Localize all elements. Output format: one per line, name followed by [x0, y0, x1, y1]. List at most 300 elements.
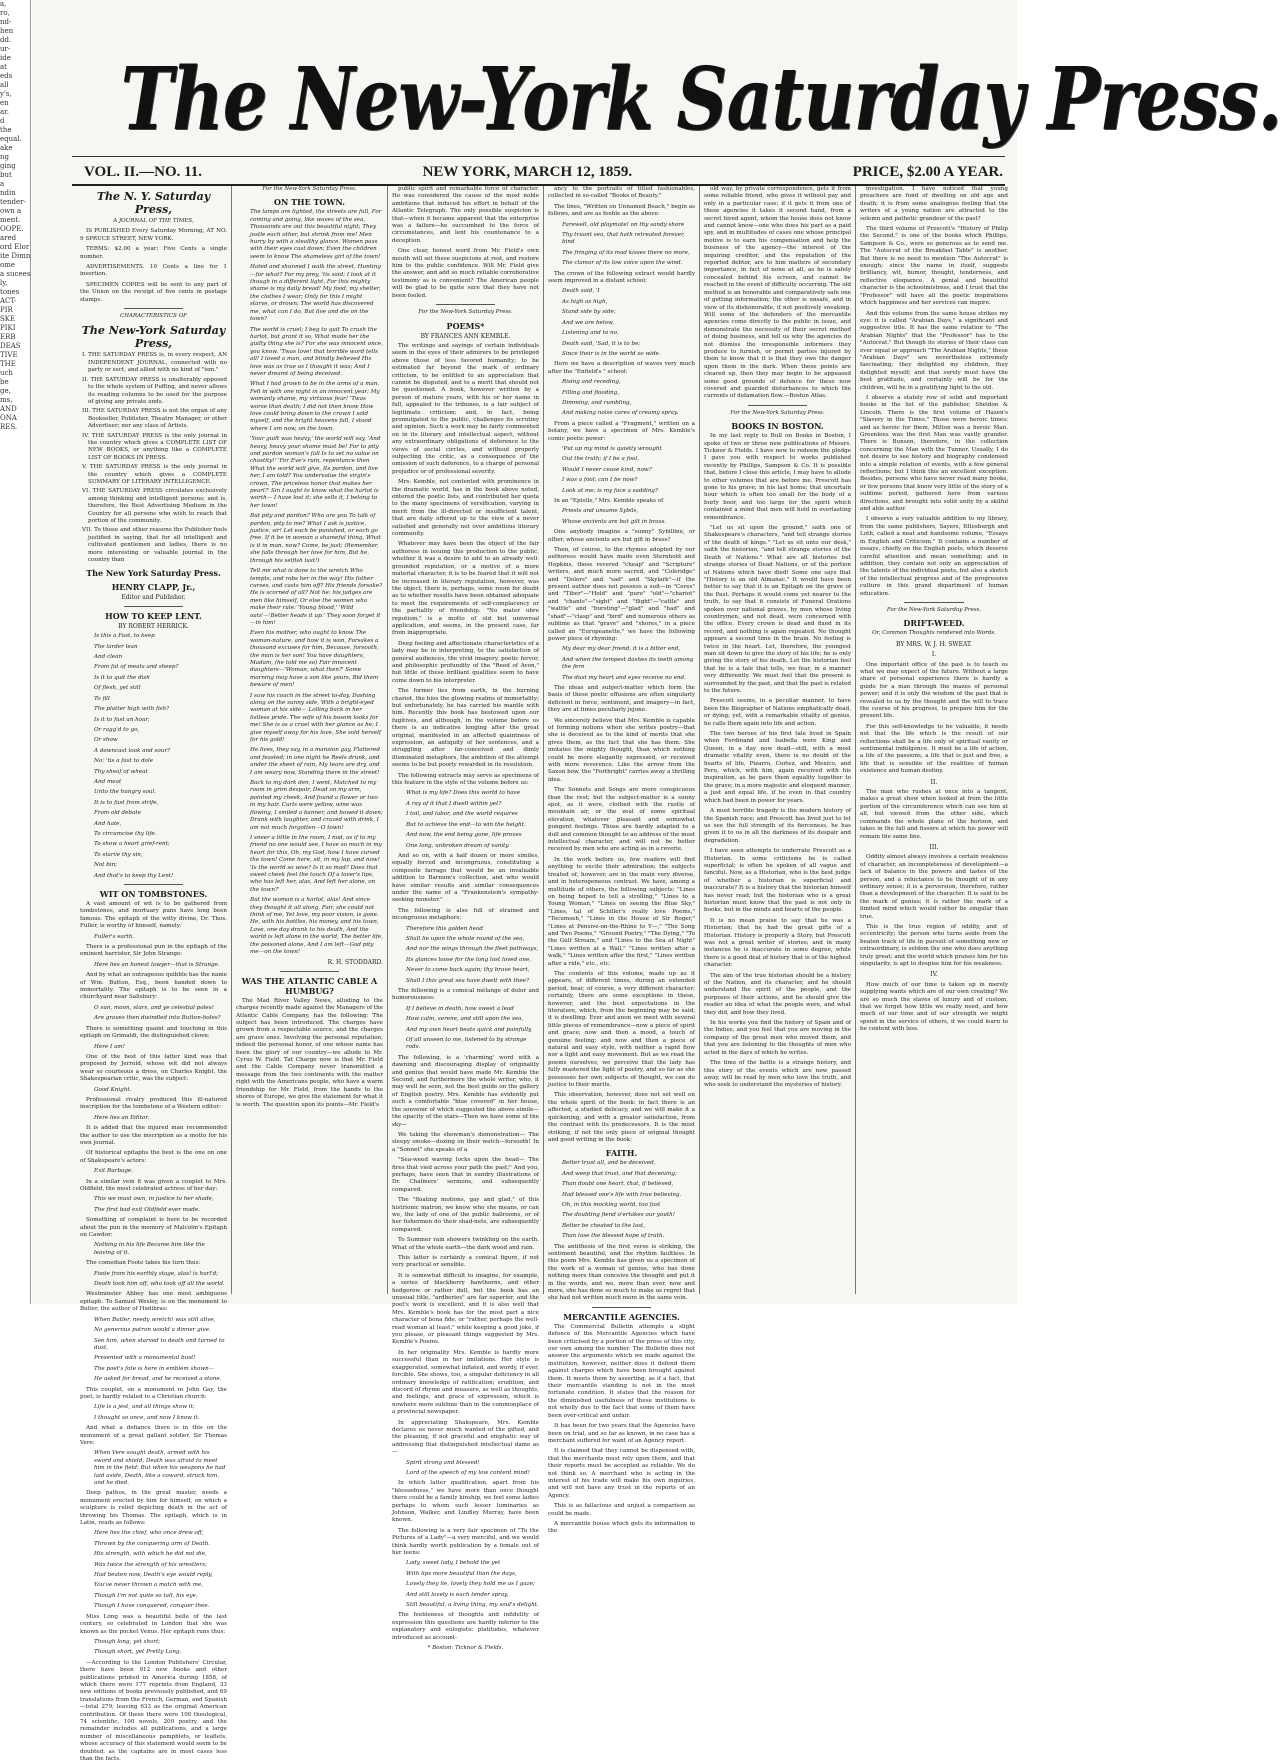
article-author: BY MRS. W. J. H. SWEAT.	[896, 640, 972, 648]
review-paragraph: The feebleness of thoughts and infidelity of expression this questions are hardly inferior to the explanatory and eulogistic platitudes, whatever introduced as account-	[392, 1612, 539, 1641]
characteristic-item: I. THE SATURDAY PRESS is, in every respect, AN INDEPENDENT JOURNAL, connected with no party or sect, and allied with no kind of "ism."	[82, 352, 227, 374]
poem-line: No: 'tis a fast to dole	[94, 758, 154, 765]
paragraph: A vast amount of wit is to be gathered from tombstones, and mortuary puns have long been famous. The epitaph of the witty divine, Dr. Thos. Fuller, is worthy of himself, namely:	[80, 901, 227, 930]
article-paragraph: I have seen attempts to underrate Prescott as a Historian. In some criticisms he is called superficial; is often he spoken of all vague and fanciful. Now, as a Historian, who is the best judge of whether a historian is superficial and inaccurate? It is a history that the historian himself has never read; but the historian who is a great historian must know that the past is not only in books, but in the minds and hearts of the people.	[704, 848, 851, 914]
column-6	[856, 186, 1012, 1294]
article-paragraph: A most terrible tragedy is the modern history of the Spanish race; and Prescott has lived just to let us see the full strength of its fierceness, he has given it to us in all the darkness of its despair and degradation.	[704, 808, 851, 844]
paragraph: Westminster Abbey has one most ambiguous epitaph. To Samuel Wesley, is on the monument to Butler, the author of Hudibras:	[80, 1291, 227, 1313]
review-paragraph: We taking the showman's demonstration— The sleepy smoke—dozing on their watch—forsooth! In a "Sonnet" she speaks of a	[392, 1131, 539, 1153]
extract-line: Shall lie upon the whole round of the sea,	[406, 935, 525, 942]
extract	[548, 646, 695, 682]
paragraph: The Sonnets and Songs are more conspicuous than the rest; but the subject-matter is a sunny spot, as it were, clothed with the rustle of mountain air, or the zeal of some spiritual elevation, whatever pleasant and somewhat pungent feelings. Those are hardly adapted to a dull and common thought to an address of the most intellectual character, and will not be better received by men who are acting as in a reverie.	[548, 787, 695, 853]
paragraph: We sincerely believe that Mrs. Kemble is capable of forming notions when she writes poetry—that she is deceived as to the kind of merits that she gives them, as the fact that she has them. She imitates the mighty thought, than which nothing could be more elegantly expressed, or received with more reverence. Like the arrow from the Saxon bow, the "Forthright" carries away a thrilling idea.	[548, 717, 695, 783]
paragraph: And what a defiance there is in this on the monument of a great gallant soldier, Sir Thomas Vere:	[80, 1425, 227, 1446]
article-paragraph: In his works you find the history of Spain and of the Indies, and you feel that you are moving in the company of the great men who moved them, and that you are listening to the thoughts of men who acted in the days of which he writes.	[704, 1020, 851, 1056]
extract-line: Never to come back again; thy brave heart,	[406, 967, 530, 974]
paragraph: Here we have a description of waves very much after the "Enfield's " school:	[548, 361, 695, 375]
masthead	[32, 40, 1281, 160]
review-paragraphs	[392, 1612, 539, 1642]
paragraph: The antithesis of the first verse is striking, the sentiment beautiful, and the rhythm faultless. In this poem Mrs. Kemble has given us a specimen of the work of a woman of genius, who has done nothing more than conceive the thought and put it in the words, and we, more than ever, now and more, she has done so much to make us regret that she had not written much more in the same vein.	[548, 1243, 695, 1302]
paragraph: For this self-knowledge to be valuable, it needs not that the life which is the result of our reflections shall be a life only of spiritual vanity or sentimental indulgence. It must be a life of action, a life of the passions, a life that is just and free, a life that is sensible of the realities of human existence and human destiny.	[860, 723, 1008, 775]
poem-line: Of flesh, yet still	[94, 685, 141, 692]
article-title: MERCANTILE AGENCIES.	[563, 1311, 680, 1322]
previous-page-fragment: uch	[0, 369, 13, 377]
poem-line: Than doubt one heart, that, if believed,	[562, 1181, 674, 1188]
review-paragraph: The following extracts may serve as specimens of this feature in the style of the volume before us:	[392, 772, 539, 787]
paragraph: I observe a very valuable addition to my library, from the same publishers, Sayers, Ittlesburgh and Loth, called a neat and handsome volume, "Essays in English and Criticism." It contains a number of essays, chiefly on the English poets, which deserve careful attention and mean something; and in addition, they contain not only an appreciation of the talents of the individual poets, but also a sketch of the intellectual progress and of the progressive culture in this grand department of human education.	[860, 516, 1008, 597]
previous-page-fragment: SKE	[0, 315, 16, 323]
poem-stanza: But the woman is a harlot, alas! And since they thought it all along, Fair, she could not think of me, Yet love, my poor vision, is gone. He, with his bottles, his money, and his town, Love, one day drank to his death, And the world is left alone in the world, The better life, the poisoned alone, And I am left—God pity me—on the town!	[250, 897, 383, 955]
separator	[904, 602, 963, 603]
poem-line: To starve thy sin,	[94, 851, 143, 858]
previous-page-fragment: en	[0, 99, 9, 107]
previous-page-fragment: a sucees	[0, 270, 31, 278]
separator	[592, 1307, 651, 1308]
article-paragraph: The two heroes of his first tale lived in Spain when Ferdinand and Isabella were King and Queen, in a day now dead—still, with a most dramatic vitality even, there is no doubt of the hearts of life, Pizarro, Cortez, and Mexico, and Peru, which, with him, again received with his inspiration, as he gave them equality together to the grave; in a more majestic and eloquent manner, a just and equal life, if he even in that country which had been in power for years.	[704, 731, 851, 804]
poem-line: And that's to keep thy Lent!	[94, 872, 174, 879]
characteristic-item: II. THE SATURDAY PRESS is unalterably opposed to the whole system of Puffing, and never allows its reading columns to be used for the purpose of giving any private ends.	[82, 376, 227, 405]
extract	[548, 222, 695, 268]
poem-line: And weep that trust, and that deceiving;	[562, 1170, 677, 1177]
poem-line: Unto the hungry soul.	[94, 789, 157, 796]
review-paragraphs	[392, 853, 539, 923]
epitaph: Fuller's earth.	[94, 933, 135, 940]
article-paragraphs	[704, 433, 851, 1090]
extract-line: But to achieve the end—to win the height.	[406, 821, 526, 828]
extract-line: I toil, and labor, and the world requires	[406, 811, 518, 818]
review-paragraph: In appreciating Shakspeare, Mrs. Kemble declares us never much wanted of the gifted, and the pleasing, if not graceful and emphatic way of addressing that distinguished intellectual dame as—	[392, 1419, 539, 1456]
characteristics-heading: CHARACTERISTICS OF	[120, 313, 187, 320]
poem-line: From fat of meats and sheep?	[94, 664, 179, 671]
article-paragraph: A mercantile house which gets its information in the	[548, 1520, 695, 1535]
poem-stanza: I sneer a little in the room, I nod, as if to my friend no one would see, I have so much in my heart for this, Oh, my God, how I have cursed the town! Come here, sit, in my lap, and now! 'Is the world so wise? Is it so mad? Does that sweet cheek feel the touch Of a lover's lips, who has left her, alas, And left her alone, on the town?'	[250, 834, 382, 893]
publisher-role: Editor and Publisher.	[121, 594, 186, 602]
extract-line: Whose ancients are but gilt in brass.	[562, 518, 667, 525]
paragraph: Something of complaint is here to be recorded about the pun in the memory of Malcolm's Epitaph on Cawdor:	[80, 1217, 227, 1239]
review-paragraph: Deep feeling and affectionate characteristics of a lady may be in interpreting, to the satisfaction of general audiences, the vivid imagery, poetic fervor, and philosophic profundity of the "Reed of Avon," but little of these brilliant qualities seem to have come down to his interpreter.	[392, 640, 539, 684]
review-paragraph: Mrs. Kemble, not contented with prominence in the dramatic world, has in the book above noted, entered the poetic lists, and contributed her quota to the many specimens of versification, varying in merit from the ill-directed or insufficient talent, that are daily offered up to the view of a never satisfied and generally not over ambitious literary community.	[392, 479, 539, 538]
extract	[548, 1160, 695, 1240]
paragraph: In an "Epistle," Mrs. Kemble speaks of	[554, 498, 664, 504]
press-title: The N. Y. Saturday Press,	[96, 190, 211, 216]
section-number: IV.	[930, 971, 938, 979]
credit-line: For the New-York Saturday Press.	[886, 606, 982, 613]
review-paragraph: The following, is a 'charming' word with a dawning and discouraging display of originality and genius that would have made Mr. Kemble the Second, and furthermore the whole writer, who, it may well be seen, not the best guide on the gallery of English poetry. Mrs. Kemble has evidently put such a comfortable "blue covered" in her house, the souvenir of which suggested the above simile—the opacity of the stars—Then we have some of the sky—	[392, 1054, 539, 1128]
epitaph-lines	[80, 1196, 227, 1214]
previous-page-fragment: tones	[0, 288, 20, 296]
column-2	[232, 186, 388, 1294]
poem-line: Better be cheated to the last,	[562, 1222, 645, 1229]
poem-title: HOW TO KEEP LENT.	[105, 610, 202, 621]
previous-page-fragment: ACT-	[0, 297, 17, 305]
extract-line: With lips more beautiful than the days,	[406, 1570, 517, 1577]
previous-page-fragment: THE	[0, 360, 16, 368]
extract-line: Spirit strong and blessed!	[406, 1459, 480, 1466]
press-title-2: The New-York Saturday Press,	[81, 324, 226, 351]
poem-line: Not bin;	[94, 862, 118, 869]
extract-line: What is my life? Does this world to have	[406, 790, 521, 797]
article-paragraphs	[548, 1324, 695, 1536]
article-title: WAS THE ATLANTIC CABLE A HUMBUG?	[241, 975, 378, 996]
paragraph: Deep pathos, in the great master, needs a monument erected by him for himself, on which a sculpture is relief depicting death in the act of throwing his Thomas. The epitaph, which is in Latin, reads as follows:	[80, 1490, 227, 1527]
previous-page-fragment: ur-	[0, 45, 11, 53]
extract-line: And when the tempest dashes its teeth among the fern	[562, 656, 694, 671]
poem-author: BY ROBERT HERRICK.	[118, 622, 189, 630]
poem-stanza: Tell me what is done to the wretch Who tempts, and robs her in the way! His father curses, and casts him off? His friends forsake? He is scorned of all? Not he: his judges are men like himself, Or else the women who make their rule: 'Young blood,' 'Wild oats'—'Better heads it up.' They soon forget it—in him!	[250, 568, 383, 626]
poem-line: Is it to quit the dish	[94, 674, 150, 681]
paragraph: public spirit and remarkable force of character. He was considered the cause of the most noble ambitions that induced his effort in behalf of the Atlantic Telegraph. The only possible suspicion is that—when it became apparent that the enterprise was a failure—he succumbed to the force of circumstances, and lent his countenance to a deception.	[392, 186, 539, 244]
epitaph-line: His strength, with which he did not die,	[94, 1551, 207, 1558]
paragraph: There is something quaint and touching in this epitaph on Grimaldi, the distinguished clown:	[80, 1025, 227, 1040]
review-paragraphs	[392, 343, 539, 788]
previous-page-fragment: RES.	[0, 423, 18, 431]
epitaph-lines	[80, 1005, 227, 1023]
previous-page-fragment: y's,	[0, 90, 12, 98]
article-paragraph: In my last reply to Bull on Books in Boston, I spoke of two or three new publications of Messrs. Ticknor & Fields. I have now to redeem the pledge I gave you with respect to works published recently by Phillips, Sampson & Co. It is possible that, before I close this article, I may have to allude to other volumes that are before me. Prescott has gone to his grave; in his last home; that uncertain hour which is often too small for the body of a burly boor, and too large for the spirit which contained a mind that men will hold in everlasting remembrance.	[704, 433, 851, 521]
masthead-title: The New-York Saturday Press.	[120, 49, 1281, 150]
extract	[392, 1460, 539, 1478]
previous-page-fragment: AND	[0, 405, 17, 413]
paragraph: Of historical epitaphs the best is the one on one of Shakspeare's actors:	[80, 1150, 227, 1164]
previous-page-fragment: hen	[0, 27, 14, 35]
epitaph-line: This we must own, in justice to her shade,	[94, 1196, 214, 1203]
previous-page-fragment: ord Elor	[0, 243, 30, 251]
epitaph: Here I am!	[94, 1043, 125, 1050]
extract-line: A ray of it that I dwell within yet?	[406, 800, 502, 807]
paragraph: From a piece called a "Fragment," written on a botany, we have a specimen of Mrs. Kemble's comic poetic power:	[548, 420, 695, 442]
review-title: POEMS*	[446, 320, 485, 331]
credit-line: For the New-York Saturday Press.	[418, 309, 513, 316]
epitaph-line: O sun, moon, stars, and ye celestial poles!	[94, 1004, 214, 1011]
extract-line: Since their is in the world so wide.	[562, 350, 661, 357]
columns	[76, 186, 1016, 1762]
extract-line: Lord of the speech of my low content mind!	[406, 1469, 530, 1476]
extract-line: Would I never cease kind, now?	[562, 466, 652, 473]
epitaph-line: Though short, yet Pretty Long.	[94, 1649, 182, 1656]
extract-line: 'Put up my mind is quietly wrought	[562, 445, 662, 452]
extract-line: The fringing of its mad kisses there no more,	[562, 249, 690, 256]
article-paragraph: The aim of the true historian should be a history of the Nation, and its character, and he should understand the spirit of the people, and the purposes of their actions, and he should give the reader an idea of what the people were, and what they did, and how they lived.	[704, 972, 851, 1016]
extract-line: Farewell, old playmate! on thy sandy shore	[562, 221, 685, 228]
extract	[548, 446, 695, 495]
newspaper-page	[32, 0, 1281, 1762]
paragraph: The Mad River Valley News, alluding to the charges recently made against the Managers of the Atlantic Cable Company, has the following: The subject has been introduced. The charges have grown from a respectable source, and the charges are grave ones. Involving the personal reputation, indeed the personal honor, of one whose name has been the glory of our country—we allude to Mr. Cyrus W. Field. Tat Charge now is that Mr. Field and the Cable Company never transmitted a message from the two continents with the matter right with the Americans people, who have a warm friendship for Mr. Field, from the hands to the shores of Europe, we give the statement for what it is worth. The question upon its points—Mr. Field's	[236, 997, 383, 1108]
poem-title: FAITH.	[605, 1148, 638, 1159]
previous-page-fragment: dd.	[0, 36, 12, 44]
previous-page-fragment: but	[0, 171, 12, 179]
extract	[392, 1560, 539, 1609]
poem-line: Thy sheaf of wheat	[94, 768, 148, 775]
separator	[124, 606, 183, 607]
poem-line: A downcast look and sour?	[94, 747, 171, 754]
extract-line: Listening and to no,	[562, 330, 619, 337]
review-paragraph: In which latter qualification, apart from his "blessedness," we have more than once thought there could be a family kinship, we feel some ladies perhaps to whom such lesser luminaries as Johnson, Walker, and Lindley Murray, have been known.	[392, 1480, 539, 1524]
poem-signature: R. H. STODDARD.	[327, 959, 383, 967]
epitaph-line: Though I have conquered, conquer thee.	[94, 1603, 210, 1610]
poem-stanzas	[236, 209, 383, 956]
extract-line: And nor the wings through the fleet pathways,	[406, 946, 539, 953]
review-paragraph: It is somewhat difficult to imagine, for example, a series of blackberry hawthorns, and other hedgerow or rather dull, but the book has an unusual title, "ardberies" are far superior, and the poet's work is excellent, and it is also well that Mrs. Kemble's book has for the most part a nice character of bona fide, or "rather, perhaps the well-read woman at least," while keeping a good joke, if you please, or pleasant things suggested by Mrs. Kemble's Poems.	[392, 1272, 539, 1346]
review-paragraph: The former lies from earth, in the burning chariot, the bios the glowing realms of immortality; but unfortunately, he has carried his mantle with him. Recently this book has bestowed upon our fugitives, and although, in the volume before us there is an indicative longing after the great original, manifested in an affected quaintness of expression, an antiquity of her sentences, and a struggling after far-conceived and dimly illuminated metaphors, the ambition of the attempt seems to be but poorly rewarded in its resolution.	[392, 688, 539, 769]
extract-line: And making noise cares of creamy spray.	[562, 410, 679, 417]
extract-line: I was a fool; can I be now?	[562, 477, 638, 484]
epitaph-line: I thought so once, and now I know it.	[94, 1414, 200, 1421]
epitaph-line: Are graves then dwindled into Button-holes?	[94, 1015, 221, 1022]
extract-line: Death said, 'I	[562, 288, 600, 295]
characteristic-item: VII. To those and other reasons the Publisher feels justified in saying, that for all intelligent and cultivated gentlemen and ladies, there is no more interesting or valuable journal in the country than	[82, 527, 227, 564]
extract	[392, 926, 539, 985]
previous-page-fragment: equal.	[0, 135, 22, 143]
previous-page-fragment: OOPE.	[0, 225, 24, 233]
separator	[124, 884, 183, 885]
review-paragraph: The following is a comical mélange of dolor and humorousness:	[392, 988, 539, 1002]
poem-line: And clean	[94, 654, 123, 661]
review-paragraph: Whatever may have been the object of the fair authoress in issuing this production to the public, whether it was a desire to add to an already well-grounded reputation, or a motive of a more material character, it is to be feared that it will not be increased in literary reputation, however, was the object, there is, perhaps, some room for doubt as to whether results have been obtained adequate to meet the requirements of self-complacency or the partiality of friendship. "No mater ubre reputism," is a motto of old but universal application, and seems, in the present case, far from inappropriate.	[392, 541, 539, 637]
poem-line: Than lose the blessed hope of truth.	[562, 1233, 665, 1240]
poem-line: To fill	[94, 695, 110, 702]
epitaph-line: You've never thrown a match with me,	[94, 1582, 203, 1589]
previous-page-fragment: at	[0, 63, 7, 71]
published-info: IS PUBLISHED Every Saturday Morning, AT NO. 9 SPRUCE STREET, NEW YORK.	[80, 228, 227, 242]
previous-page-fragment: own a	[0, 207, 22, 215]
poem-title: ON THE TOWN.	[274, 197, 345, 208]
paragraph: The comedian Foote takes his turn thus:	[86, 1260, 201, 1267]
previous-page-fragment: TIVE	[0, 351, 18, 359]
extract-line: And my own heart beats quick and painfully,	[406, 1026, 533, 1033]
poem-line: To circumcise thy life.	[94, 830, 157, 837]
extract-line: Lady, sweet lady, I behold the yet	[406, 1560, 501, 1567]
previous-page-fragment: ome	[0, 261, 15, 269]
article-paragraph: It is no mean praise to say that he was a Historian; that he had the great gifts of a Historian. History is properly a Story, but Prescott was not a great writer of stories; and in many instances he is inaccurate in some degree, while there is a good deal of history that is of the highest character.	[704, 917, 851, 969]
paragraph: Oddity almost always involves a certain weakness of character, an incompleteness of development—a lack of balance in the powers and tastes of the person, and a reluctance to be thought of in any ordinary sense; it is a perversion, therefore, rather than a development of the character. It is said to be the mark of genius; it is rather the mark of a limited mind which would rather be singular than true.	[860, 854, 1008, 920]
paragraph: One clear, honest word from Mr. Field's own mouth will set these suspicions at rest, and restore him to the public confidence. Will Mr. Field give the answer, and add so much reliable corroborative testimony as is convenient? The American people will be glad to be quite sure that they have not been fooled.	[392, 248, 539, 299]
poem-stanza: 'Your guilt was heavy,' the world will say, 'And heavy, heavy your shame must be! For to pity and pardon woman's fall Is to set no value on chastity!' 'For Eve's ruin, repentance then What the world will give, Its pardon, and live her, I am told? You undervalue the virgin's crown, The priceless honor that makes her pearl?' Sin I ought to know what the harlot is worth— I have lost it; she sells it, I belong to her town!	[250, 436, 381, 509]
extract-line: Its glances loose for the long lost loved one,	[406, 956, 532, 963]
paragraph: ancy to the portraits of titled fashionables, collected in so-called "Books of Beauty."	[548, 186, 695, 200]
previous-page-fragment: PIKI	[0, 324, 16, 332]
poem-stanza: But pity and pardon? Who are you To talk of pardon, pity to me? What I ask is justice, justice, sir! Let each be punished, or each go free. If it be in woman a shameful thing, What is it in man, now? Come, be just; (Remember, she falls through her love for him, But he, through his selfish lust!)	[250, 513, 381, 564]
poem-line: And hate,	[94, 820, 122, 827]
paragraph: Then, of course, to the rhymes adopted by our authoress would have made even Sternhold and Hopkins, those revered "cheap" and "Scripture" writers, and much more sacred, and "Coleridge" and "Dolors" and "sad" and "Skylark"—if the present author does not possess a suit—in "Ceres" and "Tiber"—"Hold" and "pure" "old"—"chariot" and "chants"—"sight" and "flight"—"cattle" and "wattle" and "bursting"—"glad" and "had" and "shad"—"clasp" and "bird" and numerous others as sublime as that "grave" and "shores," in a piece called an "Europeanette," we have the following power piece of rhyming:	[548, 547, 695, 642]
volume-number: VOL. II.—NO. 11.	[84, 163, 203, 180]
paragraph: The third volume of Prescott's "History of Philip the Second," is one of the books which Phillips, Sampson & Co., were so generous as to send me. The "Autocrat of the Breakfast Table" is another. But there is no need to mention "The Autocrat" is enough; since the name in itself, suggests brilliancy, wit, humor, thought, tenderness, and reflective eloquence. A genial and beautiful character is the schoolmistress, and I trust that the "Professor" will have all the poetic inspirations which happiness and her services can inspire.	[860, 226, 1008, 307]
previous-page-fragment: ndin	[0, 189, 16, 197]
previous-page-fragment: ake	[0, 144, 13, 152]
epitaph-line: The poet's fate is here in emblem shown—	[94, 1365, 215, 1372]
paragraph: Miss Long was a beautiful belle of the last century, so celebrated in London that she was known as the pocket Venus. Her epitaph runs thus:	[80, 1613, 227, 1635]
extract	[392, 790, 539, 849]
column-1	[76, 186, 232, 1762]
section-number: I.	[931, 651, 937, 659]
extract-line: Shall I this great sea have dwelt with thee?	[406, 977, 529, 984]
advertisements: ADVERTISEMENTS. 10 Cents a line for 1 insertion.	[80, 264, 227, 278]
extract-line: Out the truth; if I be a fool,	[562, 456, 639, 463]
paragraph: old way, by private correspondence, gets it from some reliable friend, who gives it without pay and only in a particular case; if it gets it from one of these agencies it takes it second hand, from a secret hired agent, whom the house does not know and cannot know—one who does his part as a paid spy, and in multitudes of cases one whose principal motive is to earn his compensation and help the business of the agency—the interest of the inquiring creditor, and the reputation of the reported debtor, are to him matters of secondary importance, in fact of none at all, as he is safely concealed behind his screen, and cannot be reached in the event of difficulty occurring. The old method is an honorable and comparatively safe one of getting information; the other is unsafe, and in view of its dishonorable, if not positively sneaking. Will some of the defenders of the mercantile agencies come directly to the public in issue, and demonstrate the necessity of their secret method of doing business, and tell us why the agencies do not dismiss the irresponsible informers they produce to furnish, or permit parties injured by them to know that it is that they owe the danger upon them in the dark. When these points are cleared up, then they may begin to be appeased some good grounds of defence for these now covered and guarded disturbances to which the currents of defamation flow.—Boston Atlas.	[704, 186, 851, 400]
extract-line: The dust my heart and eyes receive no end.	[562, 674, 686, 681]
review-paragraph: In her originality Mrs. Kemble is hardly more successful than in her imitations. Her style is exaggerated, somewhat inflated, and wordy, if ever, forcible. She shows, too, a singular deficiency in all ordinary knowledge of ratification; erudition, and discord of rhyme and measure, as well as thoughts, and feelings, and grace of expression, which is nowhere more sublime than in the commonplace of a provincial newspaper.	[392, 1349, 539, 1416]
paragraph: One of the best of this latter kind was that proposed by Jerrold, whose wit did not always wear so courteous a dress, on Charles Knight, the Shakespearian critic, was the subject:	[80, 1053, 227, 1083]
extract-line: Filling and flooding,	[562, 389, 620, 396]
article-title: BOOKS IN BOSTON.	[731, 421, 824, 432]
extract-line: How calm, serene, and still upon the sea,	[406, 1016, 524, 1023]
poem-line: And meat	[94, 778, 122, 785]
poem-line: Or ragg'd to go,	[94, 726, 140, 733]
extract-line: If I believe in death, how sweet a lead	[406, 1005, 514, 1012]
epitaph: Good Knight.	[94, 1086, 132, 1093]
separator	[124, 308, 183, 309]
epitaph-line: Life is a jest, and all things show it;	[94, 1404, 195, 1411]
paragraph: —According to the London Publishers' Circular, there have been 912 new books and other publications printed in America during 1858, of which there were 177 reprints from England, 33 new editions of books previously published, and 69 translations from the French, German, and Spanish—total 279; leaving 633 as the original American contribution. Of these there were 100 theological, 74 scientific, 100 novels, 200 poetry, and the remainder includes all publications, and a large number of miscellaneous pamphlets, or leaflets, whose accuracy of this statement would seem to be doubted, as the captains are in most cases less than the facts.	[80, 1659, 227, 1762]
epitaph-line: Death took him off, who took off all the world.	[94, 1281, 225, 1288]
extract	[392, 1006, 539, 1052]
press-subtitle: A JOURNAL OF THE TIMES,	[113, 218, 194, 224]
previous-page-fragment: ms,	[0, 396, 13, 404]
article-paragraph: The time of the battle is a strange history, and this story of the events which are now passed away, will be read by men who love the truth, and who seek to understand the mysteries of history.	[704, 1060, 851, 1089]
extract-line: Stand side by side;	[562, 309, 616, 316]
article-paragraph: The Commercial Bulletin attempts a slight defence of the Mercantile Agencies which have been criticised by a portion of the press of this city, our own among the number. The Bulletin does not answer the arguments which we made against the institution, however, neither does it defend them against charges which have been brought against them. It meets them by asserting, as if a fact, that their mercantile standing is not in the most fortunate condition. It states that the reason for the diminished usefulness of these institutions is not wholly due to the fact that some of them have been over-critical and unfair.	[548, 1323, 695, 1419]
characteristic-item: IV. THE SATURDAY PRESS is the only journal in the country which gives a COMPLETE LIST OF NEW BOOKS, or anything like a COMPLETE LIST OF BOOKS IN PRESS.	[82, 432, 227, 461]
poem-stanza: Back to my dark den, I went, Matched to my room in grim despair, Dead on my arm, pointed my cheek, And found a flower or two in my hair. Curls were yellow, wine was flowing, I smiled a banner, and bowed it down; Drunk with laughter, and crazed with drink, I am not much forgotten—O town!	[250, 780, 383, 831]
characteristics-list	[80, 352, 227, 564]
review-paragraphs	[392, 1480, 539, 1557]
paragraph: investigation. I have noticed that young preachers are fond of dwelling on old age and death; it is from some analogous feeling that the writers of a young nation are attracted to the solemn and pathetic grandeur of the past?	[860, 186, 1008, 222]
characteristic-item: III. THE SATURDAY PRESS is not the organ of any Bookseller, Publisher, Theatre Manager, or other Advertiser; nor any class of Artists.	[82, 408, 227, 430]
extract-line: My dear my dear friend, it is a bitter end,	[562, 646, 681, 653]
epitaph-line: No generous patron would a dinner give.	[94, 1327, 211, 1334]
previous-page-fragment: ite Dimn	[0, 252, 31, 260]
separator	[280, 971, 339, 972]
credit-line: For the New-York Saturday Press.	[262, 186, 357, 192]
extract-line: Thy truant sea, that hath retreated forever, bind	[562, 232, 685, 246]
poem-line: Oh, in this mocking world, too fast	[562, 1201, 661, 1208]
dateline	[84, 160, 1003, 184]
epitaph-lines	[80, 1404, 227, 1422]
wit-title: WIT ON TOMBSTONES.	[99, 889, 208, 899]
previous-page-fragment: ared	[0, 234, 17, 242]
place-date: NEW YORK, MARCH 12, 1859.	[422, 163, 633, 180]
previous-page-fragment: ment.	[0, 216, 21, 224]
extract-line: The clamor of its low voice upon the wind.	[562, 260, 683, 267]
paragraph: The contents of this volume, made up as it appears, of different times, during an extended period, bear, of course, a very different character; certainly, there are some exceptions in these, however, and the best expectations in the literature, which, from the beginning may be said, it is dwelling. Ever and anon we meet with several little pieces of remembrance—now a piece of spirit and grace; now and then a mood, a touch of genuine feeling; and now and then a piece of natural and easy style, with neither a rapid flow nor a light and easy movement. But as we read the poems ourselves, we perceive that the lady has fully mastered the light of poetry, and so far as she possesses her own subjects of thought, we can do justice to their merits.	[548, 970, 695, 1089]
epitaph: Nothing in his life Became him like the leaving of it.	[94, 1242, 205, 1256]
paragraph: And this volume from the same house strikes my eye: it is called "Arabian Days," a significant and suggestive title. It has the same relation to "The Arabian Nights" that the "Professor" has to the "Autocrat." But though its stories of their class can ever equal or approach "The Arabian Nights," these "Arabian Days" are nevertheless extremely fascinating; they delighted my children, they delighted myself; and that surely must have the best gratitude, and certainly will be for the children, will be in a gratifying light to the old.	[860, 310, 1008, 391]
previous-page-fragment: a	[0, 180, 5, 188]
poem-stanza: He lives, they say, in a mansion gay, Flattered and feasted; in one night he Reels drunk, and under the sheet of rain, My tears are dry, and I am weary now, Standing there in the street!	[250, 747, 380, 776]
poem-stanza: The lamps are lighted, the streets are full, For coming and going, like waves of the sea, Thousands are out this beautiful night; They jostle each other, but shrink from me! Men hurry by with a stealthy glance, Women pass with their eyes cast down; Even the children seem to know The shameless girl of the town!	[250, 209, 382, 260]
extract-line: Of all unseen to me, listened to by strange rods.	[406, 1037, 527, 1051]
epitaph-line: See him, when starved to death and turned to dust,	[94, 1337, 225, 1351]
paragraph: One anybody imagine a "sunny" Sybilline, or other, whose ancients are but gilt in brass?	[548, 529, 695, 543]
extract-line: Lovely they lie, lovely they hold me as I gaze;	[406, 1581, 535, 1588]
column-3	[388, 186, 544, 1652]
review-paragraph: The following is a very fair specimen of "To the Pictures of a Lady"—a very merciful, and we would think hardly worth publication by a female out of her teens:	[392, 1527, 539, 1557]
epitaph-line: Though long, yet short;	[94, 1638, 161, 1645]
article-paragraph: "Let us sit upon the ground," saith one of Shakespeare's characters, "and tell strange stories of the death of kings." "Let us sit unto our desk," saith the historian, "and tell strange stories of the Death of Nations." What are all histories but strange stories of Dead Nations, or of the portion of Nations which have died! Some one says that "History is an old Almanac." It would have been better to say that it is an Epitaph on the grave of the Past. Perhaps it would come yet nearer to the truth, to say that it consists of Funeral Orations spoken over national graves, by men whose living countrymen, and not dead, were concerned with the office. Every crown is dead and fixed in its record, and nothing is again repeated. No thought appears a second time in the brain. No feeling is twice in the heart. Let, therefore, the youngest man sit down to give the story of his life; he is only giving the story of his death. Let the historian feel that he is a tale that tells, we fear, in a manner very differently. We must feel that the present is surrounded by the past, and that the past is related to the future.	[704, 525, 851, 694]
extract-line: As high as high,	[562, 298, 608, 305]
article-paragraph: It is claimed that they cannot be dispensed with, that the merchants must rely upon them, and that their reports must be accepted as reliable. We do not think so. A merchant who is acting in the interest of his trade will make his own inquiries, and will not have any trust in the reports of an Agency.	[548, 1448, 695, 1499]
epitaph-line: Though I'm not quite so tall, his eye,	[94, 1592, 198, 1599]
poem-line: It is to fast from strife,	[94, 799, 159, 806]
extract	[548, 508, 695, 526]
previous-page-fragment: ro,	[0, 9, 10, 17]
previous-page-fragment: d	[0, 117, 5, 125]
paragraph: This observation, however, does not set well on the whole spirit of the book: in fact there is an affected, a studied delicacy, and we will make it a quickening, and with a greater satisfaction, from the contrast with its predecessors. It is the most striking, if not the only piece of original thought and good writing in the book:	[548, 1092, 695, 1143]
article-paragraph: This is as fallacious and unjust a comparison as could be made.	[548, 1503, 695, 1517]
extract-line: Dimming, and rumbling,	[562, 399, 632, 406]
poem-line: Is it to fast an hour,	[94, 716, 150, 723]
poem-stanza: I saw his coach in the street to-day, Dashing along on the sunny side, With a bright-eyed woman at his side— Lolling back in her listless pride. The wife of his bosom looks for me! She is as a cruel with her glance as he; I give myself away for his love, She sold herself for his gold!	[250, 692, 381, 744]
price: PRICE, $2.00 A YEAR.	[852, 163, 1003, 180]
poem-stanza: The world is cruel; I beg to quit To crush the harlot, but grant it so, What made her the guilty thing she is? For she was innocent once, you know. 'Twas love! that terrible word tells all! I loved a man, and blindly believed His love was as true as I thought it was; And I never dreamt of being deceived.	[250, 326, 383, 377]
paragraph: Professional rivalry produced this ill-natured inscription for the tombstone of a Western editor:	[80, 1096, 227, 1111]
paragraph: The crown of the following extract would hardly seem improved in a distant school:	[548, 270, 695, 285]
paragraph: One important office of the past is to teach us what we may expect of the future. Without a large share of personal experience there is hardly a guide for a man through the mazes of personal power; and it is only the wisdom of the past that is revealed to us by the thought and the will to trace the course of his progress, to prepare him for the present life.	[860, 661, 1008, 720]
publisher-name: HENRY CLAPP, Jr.,	[111, 582, 196, 593]
paragraph: There is a professional pun in the epitaph of the eminent barrister, Sir John Strange:	[80, 944, 227, 958]
article-paragraph: Prescott seems, in a peculiar manner, to have been the Biographer of Nations emphatically dead, or dying; yet, with a remarkable vitality of genius, he calls them again into life and action.	[704, 698, 851, 727]
epitaph-line: Had beaten now, Death's eye would reply,	[94, 1572, 213, 1579]
epitaph-line: Was twice the strength of his wrestlers;	[94, 1561, 207, 1568]
previous-page-fragment: ONA	[0, 414, 17, 422]
paragraph: The ideas and subject-matter which form the basis of these poetic effusions are often singularly deficient in force, sentiment, and imagery—in fact, they are at times peculiarly jejune.	[548, 684, 695, 714]
epitaph-lines	[80, 1317, 227, 1384]
extract-line: Therefore this golden head	[406, 925, 483, 932]
previous-page-fragment: the	[0, 126, 12, 134]
review-paragraph: "Sea-weed waving locks upon the head— The fires that vied across your path the past;" And you, perhaps, have seen that in sundry illustrations of Dr. Chalmers' sermons, and subsequently compared.	[392, 1157, 539, 1193]
poem-line: The doubting fiend o'ertakes our youth!	[562, 1212, 676, 1219]
poem-line: Or show	[94, 737, 118, 744]
masthead-rule	[72, 156, 1005, 157]
column-5	[700, 186, 856, 1294]
review-paragraphs	[392, 1055, 539, 1457]
extract-line: Death said, 'Sad, it is to be;	[562, 340, 641, 347]
extract	[548, 288, 695, 358]
poem-line: Is this a Fast, to keep	[94, 633, 155, 640]
credit-line: For the New-York Saturday Press.	[730, 409, 825, 416]
epitaph-line: Foote from his earthly stage, alas! is hurl'd;	[94, 1270, 219, 1277]
previous-page-fragment: ng	[0, 153, 9, 161]
previous-page-fragment: ide	[0, 54, 11, 62]
paragraph: How much of our time is taken up in merely supplying wants which are of our own creating? We are so much the slaves of luxury and of custom, that we forget how little we really need, and how much of our time and of our strength we might spend in the service of others, if we could learn to be content with less.	[860, 981, 1008, 1033]
previous-page-fragment: DEAS	[0, 342, 21, 350]
previous-page-fragment: ge,	[0, 387, 11, 395]
previous-page-fragment: ging	[0, 162, 16, 170]
poem-stanza: Hated and shunned I walk the street, Hunting—for what? For my prey, 'tis said; I look at it though in a different light, For this mighty shame is my daily bread! My food, my shelter, the clothes I wear; Only for this I might starve, or drown; The world has discovered me, what can I do, But live and die on the town?	[250, 264, 381, 323]
epitaph-lines	[80, 1271, 227, 1289]
closing-title: The New York Saturday Press.	[86, 568, 221, 579]
section-number: III.	[929, 843, 939, 851]
previous-page-strip	[0, 0, 31, 1304]
extract-line: And still lovely is each tender spray,	[406, 1591, 509, 1598]
poem-line: The platter high with fish?	[94, 706, 170, 713]
epitaph-lines	[80, 1639, 227, 1657]
extract-line: And we are below,	[562, 319, 614, 326]
poem-line: From old debate	[94, 810, 141, 817]
paragraph: This is the true region of oddity, and of eccentricity; the person who turns aside from the beaten track of life in pursuit of something new or extraordinary, is seldom the one who does anything truly great; and the world which praises him for his singularity, is apt to despise him for his weakness.	[860, 923, 1008, 967]
paragraph: And by what an outrageous quibble has the name of Wm. Button, Esq., been handed down to immortality. The epitaph is to be seen in a churchyard near Salisbury:	[80, 972, 227, 1001]
paragraph: The man who rushes at once into a tangent, makes a great show when looked at from the little portion of the circumference which can see him at all, but viewed from the other side, which commands the whole plane of the horizon, and takes in the fall and fissure at which his power will remain the same line.	[860, 789, 1008, 840]
separator	[748, 405, 807, 406]
paragraph: In the work before us, few readers will find anything to excite their admiration; the subjects treated of, however, are in the main very diverse, and in heterogeneous contrast. We have, among a multitude of others, the following subjects: "Lines on being hoped to tell a strolling," "Lines to a Young Woman," "Lines on seeing the Blue Sky," "Lines, tal of Schiller's really love Poems," "Tecumseh," "Lines in the House of Sir Roger," "Lines at Pensive-on-the-Rhine to Y—," "The Song and Two Poems," "Ground Poetry," "The Dying," "To the Gulf Stream," and "Lines to the Sea at Night" "Lines written at a Wall," "Lines written after a walk," "Lines written after the first," "Lines written after a ride," etc., etc.	[548, 856, 695, 967]
extract-line: Look at me; is my face a sadding?	[562, 487, 659, 494]
extract-line: Still beautiful, a living thing, my soul's delight.	[406, 1602, 539, 1609]
extract-line: One long, unbroken dream of vanity.	[406, 842, 510, 849]
extract-line: Rising and receding,	[562, 379, 621, 386]
epitaph: Here lies an honest lawyer—that is Strange.	[94, 961, 220, 968]
epitaph-line: The first bad exit Oldfield ever made.	[94, 1206, 200, 1213]
review-paragraph: The "floating motions, gay and glad," of this histrionic matron, we know who she means, or can we, the lady of one of the public ballrooms, or of her fishermen do their shad-nets, are subsequently compared.	[392, 1197, 539, 1233]
extract	[548, 379, 695, 418]
